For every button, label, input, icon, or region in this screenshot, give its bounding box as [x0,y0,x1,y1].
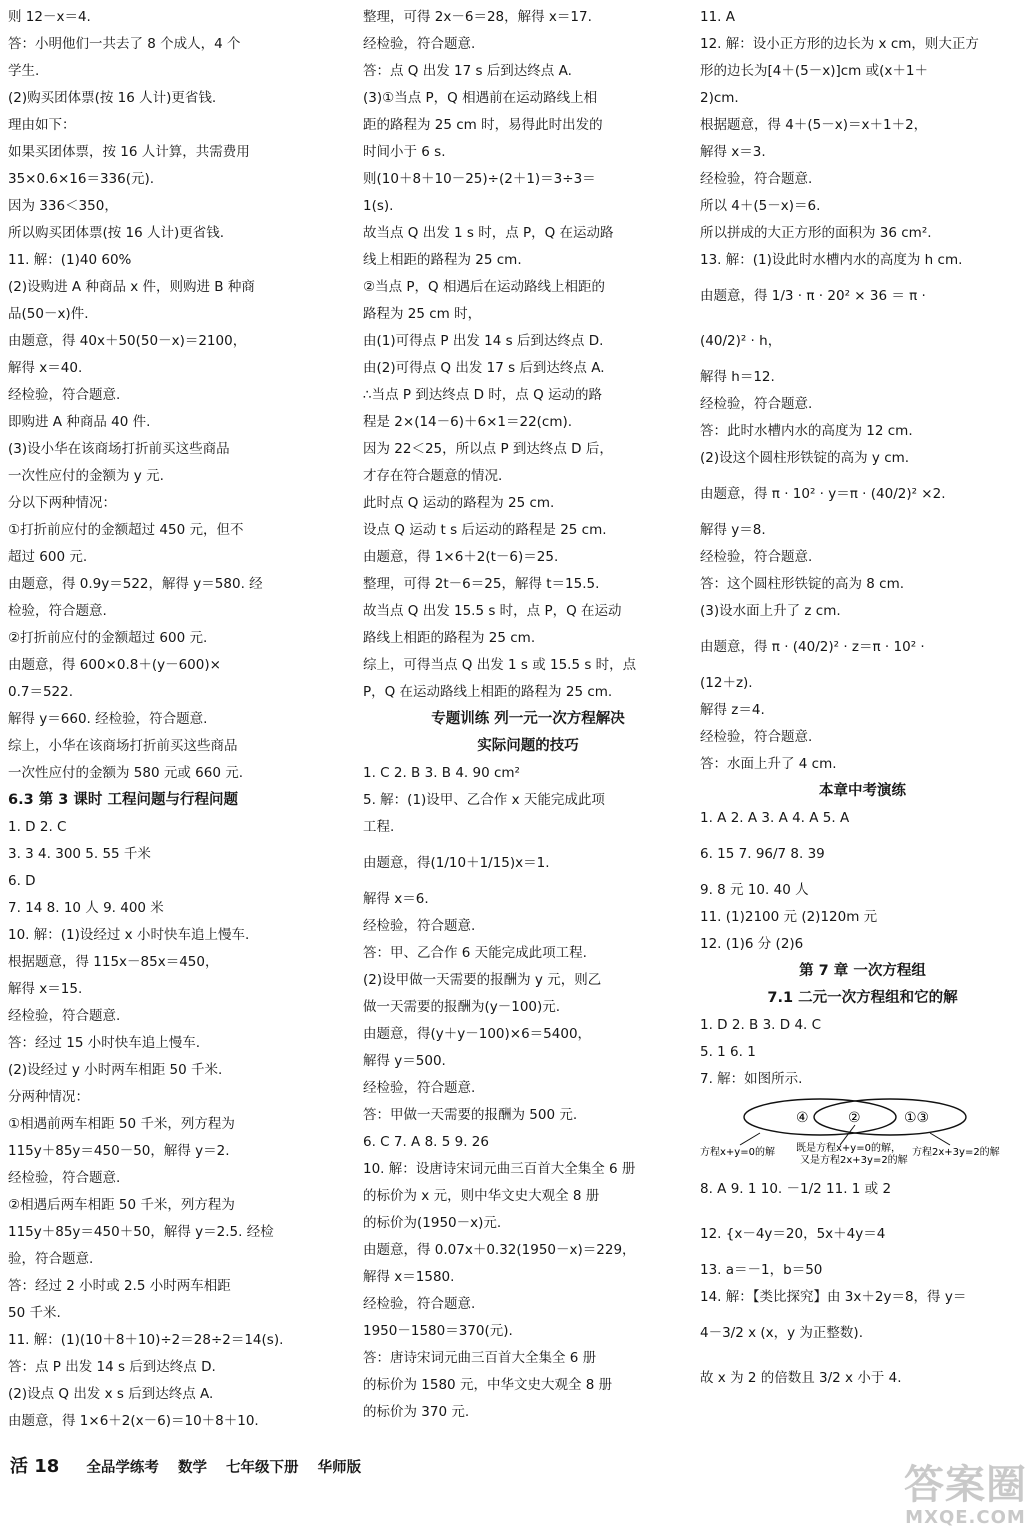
col2-line: 的标价为 x 元，则中华文史大观全 8 册 [363,1188,600,1204]
column-left [8,4,358,1435]
book-grade: 七年级下册 [226,1460,299,1476]
col2-line: 由题意，得 0.07x＋0.32(1950－x)＝229， [363,1242,636,1258]
col1-line: (2)设点 Q 出发 x s 后到达终点 A. [8,1386,214,1402]
col1-line: 根据题意，得 115x－85x＝450， [8,954,219,970]
col2-line: 10. 解：设唐诗宋词元曲三百首大全集全 6 册 [363,1161,636,1177]
venn-caption-left: 方程x+y=0的解 [700,1147,775,1158]
col1-line: (2)设经过 y 小时两车相距 50 千米. [8,1062,223,1078]
col2-line: 故当点 Q 出发 1 s 时，点 P，Q 在运动路 [363,225,614,241]
col2-line: 设点 Q 运动 t s 后运动的路程是 25 cm. [363,522,607,538]
col2-line: 程是 2×(14－6)＋6×1＝22(cm). [363,414,573,430]
col2-line: 经检验，符合题意. [363,36,476,52]
col2-line: 解得 x＝6. [363,891,429,907]
pointer-line-left [740,1133,760,1145]
ellipse-left [744,1099,896,1135]
col2-line: 经检验，符合题意. [363,918,476,934]
col2-line: 的标价为(1950－x)元. [363,1215,502,1231]
col1-line: 验，符合题意. [8,1251,94,1267]
col2-line: 时间小于 6 s. [363,144,446,160]
col1-line: 115y＋85y＝450－50，解得 y＝2. [8,1143,230,1159]
col2-line: 解得 y＝500. [363,1053,446,1069]
col1-line: 3. 3 4. 300 5. 55 千米 [8,846,151,862]
pointer-line-middle [840,1125,855,1145]
col2-line: 经检验，符合题意. [363,1296,476,1312]
col2-line: 才存在符合题意的情况. [363,468,503,484]
venn-right-label: ①③ [904,1110,930,1126]
col1-line: 35×0.6×16＝336(元). [8,171,155,187]
col2-line: 答：唐诗宋词元曲三百首大全集全 6 册 [363,1350,597,1366]
col1-line: 品(50－x)件. [8,306,89,322]
col2-line: 整理，可得 2x－6＝28，解得 x＝17. [363,9,592,25]
book-subject: 数学 [177,1460,207,1476]
col1-line: (2)设购进 A 种商品 x 件，则购进 B 种商 [8,279,255,295]
col1-line: 答：小明他们一共去了 8 个成人，4 个 [8,36,241,52]
col3-line: 1. A 2. A 3. A 4. A 5. A [700,810,850,826]
col3-line: 解得 z＝4. [700,702,765,718]
col1-line: 因为 336＜350， [8,198,118,214]
col2-line: 距的路程为 25 cm 时，易得此时出发的 [363,117,603,133]
col1-line: 50 千米. [8,1305,61,1321]
col3-line: 9. 8 元 10. 40 人 [700,882,809,898]
venn-svg [700,1095,1025,1165]
col2-line: 由题意，得(y＋y－100)×6＝5400， [363,1026,592,1042]
col1-line: (2)购买团体票(按 16 人计)更省钱. [8,90,217,106]
col1-line: 所以购买团体票(按 16 人计)更省钱. [8,225,225,241]
col3-line: 本章中考演练 [819,783,906,799]
col1-line: 一次性应付的金额为 y 元. [8,468,164,484]
venn-caption-middle-1: 既是方程x+y=0的解， [796,1143,901,1154]
col3-line: (2)设这个圆柱形铁锭的高为 y cm. [700,450,910,466]
col3-line: 形的边长为[4＋(5－x)]cm 或(x＋1＋ [700,63,928,79]
col2-line: P，Q 在运动路线上相距的路程为 25 cm. [363,684,613,700]
col3-line: 6. 15 7. 96/7 8. 39 [700,846,825,862]
col1-line: 7. 14 8. 10 人 9. 400 米 [8,900,164,916]
col1-line: 由题意，得 0.9y＝522，解得 y＝580. 经 [8,576,263,592]
col1-line: ②相遇后两车相距 50 千米，列方程为 [8,1197,235,1213]
col3-line: 5. 1 6. 1 [700,1044,756,1060]
col2-line: 路线上相距的路程为 25 cm. [363,630,536,646]
col1-line: 由题意，得 40x＋50(50－x)＝2100， [8,333,247,349]
col1-line: 综上，小华在该商场打折前买这些商品 [8,738,238,754]
col3-line: 根据题意，得 4＋(5－x)＝x＋1＋2， [700,117,928,133]
col1-line: 理由如下： [8,117,76,133]
venn-diagram [700,1095,1025,1165]
col1-line: 则 12－x＝4. [8,9,91,25]
page-footer [10,1454,375,1481]
col1-line: 解得 x＝40. [8,360,83,376]
col1-line: 解得 x＝15. [8,981,83,997]
col1-line: 经检验，符合题意. [8,1170,121,1186]
col1-line: 6. D [8,873,36,889]
col2-line: 路程为 25 cm 时， [363,306,482,322]
col3-line: 14. 解：【类比探究】由 3x＋2y＝8，得 y＝ [700,1289,967,1305]
col2-line: 故当点 Q 出发 15.5 s 时，点 P，Q 在运动 [363,603,622,619]
col3-line: 11. (1)2100 元 (2)120m 元 [700,909,878,925]
col1-line: 分两种情况： [8,1089,89,1105]
col1-line: 超过 600 元. [8,549,88,565]
col3-line: (12＋z). [700,675,753,691]
col3-line: 11. A [700,9,735,25]
col3-line: (3)设水面上升了 z cm. [700,603,841,619]
col3-line: 7.1 二元一次方程组和它的解 [767,990,958,1006]
col2-line: 答：甲做一天需要的报酬为 500 元. [363,1107,578,1123]
col1-line: 一次性应付的金额为 580 元或 660 元. [8,765,243,781]
column-right [700,4,1025,1401]
col3-line: 答：水面上升了 4 cm. [700,756,837,772]
col1-line: 由题意，得 600×0.8＋(y－600)× [8,657,221,673]
col2-line: 解得 x＝1580. [363,1269,455,1285]
col3-line: 解得 y＝8. [700,522,766,538]
col3-line: 经检验，符合题意. [700,549,813,565]
col1-line: 答：经过 15 小时快车追上慢车. [8,1035,201,1051]
col2-line: 则(10＋8＋10－25)÷(2＋1)＝3÷3＝ [363,171,596,187]
col2-line: (3)①当点 P，Q 相遇前在运动路线上相 [363,90,598,106]
col3-line: 经检验，符合题意. [700,396,813,412]
col3-line: 答：此时水槽内水的高度为 12 cm. [700,423,913,439]
col3-line: 2)cm. [700,90,739,106]
venn-left-label: ④ [796,1110,809,1126]
watermark-logo: 答案圈 [904,1462,1027,1508]
col3-line: 所以拼成的大正方形的面积为 36 cm². [700,225,932,241]
col3-line: 所以 4＋(5－x)＝6. [700,198,821,214]
col3-line: 经检验，符合题意. [700,729,813,745]
col2-line: 1. C 2. B 3. B 4. 90 cm² [363,765,520,781]
book-edition: 华师版 [317,1460,362,1476]
venn-caption-middle-2: 又是方程2x+3y=2的解 [800,1155,908,1165]
col1-line: 分以下两种情况： [8,495,116,511]
col1-line: 11. 解：(1)40 60% [8,252,132,268]
ellipse-right [814,1099,966,1135]
col1-line: 即购进 A 种商品 40 件. [8,414,151,430]
col3-line: 由题意，得 π · (40/2)² · z＝π · 10² · [700,639,925,655]
col1-line: 11. 解：(1)(10＋8＋10)÷2＝28÷2＝14(s). [8,1332,284,1348]
col2-line: 做一天需要的报酬为(y－100)元. [363,999,561,1015]
col3-line: 13. 解：(1)设此时水槽内水的高度为 h cm. [700,252,963,268]
col3-line: 由题意，得 π · 10² · y＝π · (40/2)² ×2. [700,486,946,502]
col2-line: ②当点 P，Q 相遇后在运动路线上相距的 [363,279,605,295]
col2-line: 经检验，符合题意. [363,1080,476,1096]
col2-line: 综上，可得当点 Q 出发 1 s 或 15.5 s 时，点 [363,657,637,673]
col2-line: 由题意，得 1×6＋2(t－6)＝25. [363,549,559,565]
col2-line: 答：点 Q 出发 17 s 后到达终点 A. [363,63,572,79]
col3-line: 第 7 章 一次方程组 [799,963,926,979]
col2-line: 1950－1580＝370(元). [363,1323,513,1339]
col1-line: ②打折前应付的金额超过 600 元. [8,630,208,646]
pointer-line-right [930,1133,950,1145]
col3-line: 解得 x＝3. [700,144,766,160]
col3-line: 经检验，符合题意. [700,171,813,187]
col3-line: 答：这个圆柱形铁锭的高为 8 cm. [700,576,905,592]
col2-line: 因为 22＜25，所以点 P 到达终点 D 后， [363,441,613,457]
watermark-url: MXQE.COM [905,1507,1026,1528]
venn-middle-label: ② [848,1110,861,1126]
page-number: 活 18 [10,1456,60,1477]
col1-line: 经检验，符合题意. [8,1008,121,1024]
col1-line: 如果买团体票，按 16 人计算，共需费用 [8,144,250,160]
col2-line: 实际问题的技巧 [477,738,579,754]
col1-line: ①打折前应付的金额超过 450 元，但不 [8,522,244,538]
col3-line: 12. 解：设小正方形的边长为 x cm，则大正方 [700,36,979,52]
col3-line: 12. {x－4y＝20，5x＋4y＝4 [700,1226,886,1242]
col2-line: 答：甲、乙合作 6 天能完成此项工程. [363,945,587,961]
col2-line: 的标价为 1580 元，中华文史大观全 8 册 [363,1377,613,1393]
col3-line: 故 x 为 2 的倍数且 3/2 x 小于 4. [700,1370,902,1386]
col1-line: 0.7＝522. [8,684,74,700]
col1-line: 学生. [8,63,40,79]
col3-line: (40/2)² · h， [700,333,782,349]
col1-line: 答：点 P 出发 14 s 后到达终点 D. [8,1359,216,1375]
col1-line: 1. D 2. C [8,819,67,835]
col2-line: 此时点 Q 运动的路程为 25 cm. [363,495,555,511]
col1-line: 经检验，符合题意. [8,387,121,403]
col2-line: 6. C 7. A 8. 5 9. 26 [363,1134,489,1150]
col2-line: 由(2)可得点 Q 出发 17 s 后到达终点 A. [363,360,605,376]
col2-line: 由题意，得(1/10＋1/15)x＝1. [363,855,550,871]
col3-line: 7. 解：如图所示. [700,1071,803,1087]
col2-line: (2)设甲做一天需要的报酬为 y 元，则乙 [363,972,602,988]
col2-line: 由(1)可得点 P 出发 14 s 后到达终点 D. [363,333,604,349]
col1-line: 解得 y＝660. 经检验，符合题意. [8,711,208,727]
watermark [904,1463,1027,1528]
col3-line: 8. A 9. 1 10. －1/2 11. 1 或 2 [700,1181,892,1197]
col1-line: 检验，符合题意. [8,603,107,619]
col2-line: 线上相距的路程为 25 cm. [363,252,522,268]
col3-line: 解得 h＝12. [700,369,775,385]
col1-line: 由题意，得 1×6＋2(x－6)＝10＋8＋10. [8,1413,259,1429]
col2-line: 整理，可得 2t－6＝25，解得 t＝15.5. [363,576,600,592]
col1-line: (3)设小华在该商场打折前买这些商品 [8,441,230,457]
col3-line: 4－3/2 x (x，y 为正整数). [700,1325,863,1341]
book-series: 全品学练考 [86,1460,159,1476]
venn-caption-right: 方程2x+3y=2的解 [912,1147,1000,1158]
col3-line: 12. (1)6 分 (2)6 [700,936,804,952]
col2-line: 5. 解：(1)设甲、乙合作 x 天能完成此项 [363,792,605,808]
col1-line: 115y＋85y＝450＋50，解得 y＝2.5. 经检 [8,1224,274,1240]
col2-line: ∴当点 P 到达终点 D 时，点 Q 运动的路 [363,387,602,403]
col3-line: 由题意，得 1/3 · π · 20² × 36 ＝ π · [700,288,926,304]
col2-line: 的标价为 370 元. [363,1404,470,1420]
col2-line: 工程. [363,819,395,835]
col3-line: 1. D 2. B 3. D 4. C [700,1017,822,1033]
col1-line: 10. 解：(1)设经过 x 小时快车追上慢车. [8,927,250,943]
col1-line: 答：经过 2 小时或 2.5 小时两车相距 [8,1278,231,1294]
col1-line: ①相遇前两车相距 50 千米，列方程为 [8,1116,235,1132]
col1-line: 6.3 第 3 课时 工程问题与行程问题 [8,792,238,808]
col3-line: 13. a＝－1，b＝50 [700,1262,823,1278]
col2-line: 专题训练 列一元一次方程解决 [431,711,625,727]
column-middle [363,4,693,1426]
col2-line: 1(s). [363,198,394,214]
